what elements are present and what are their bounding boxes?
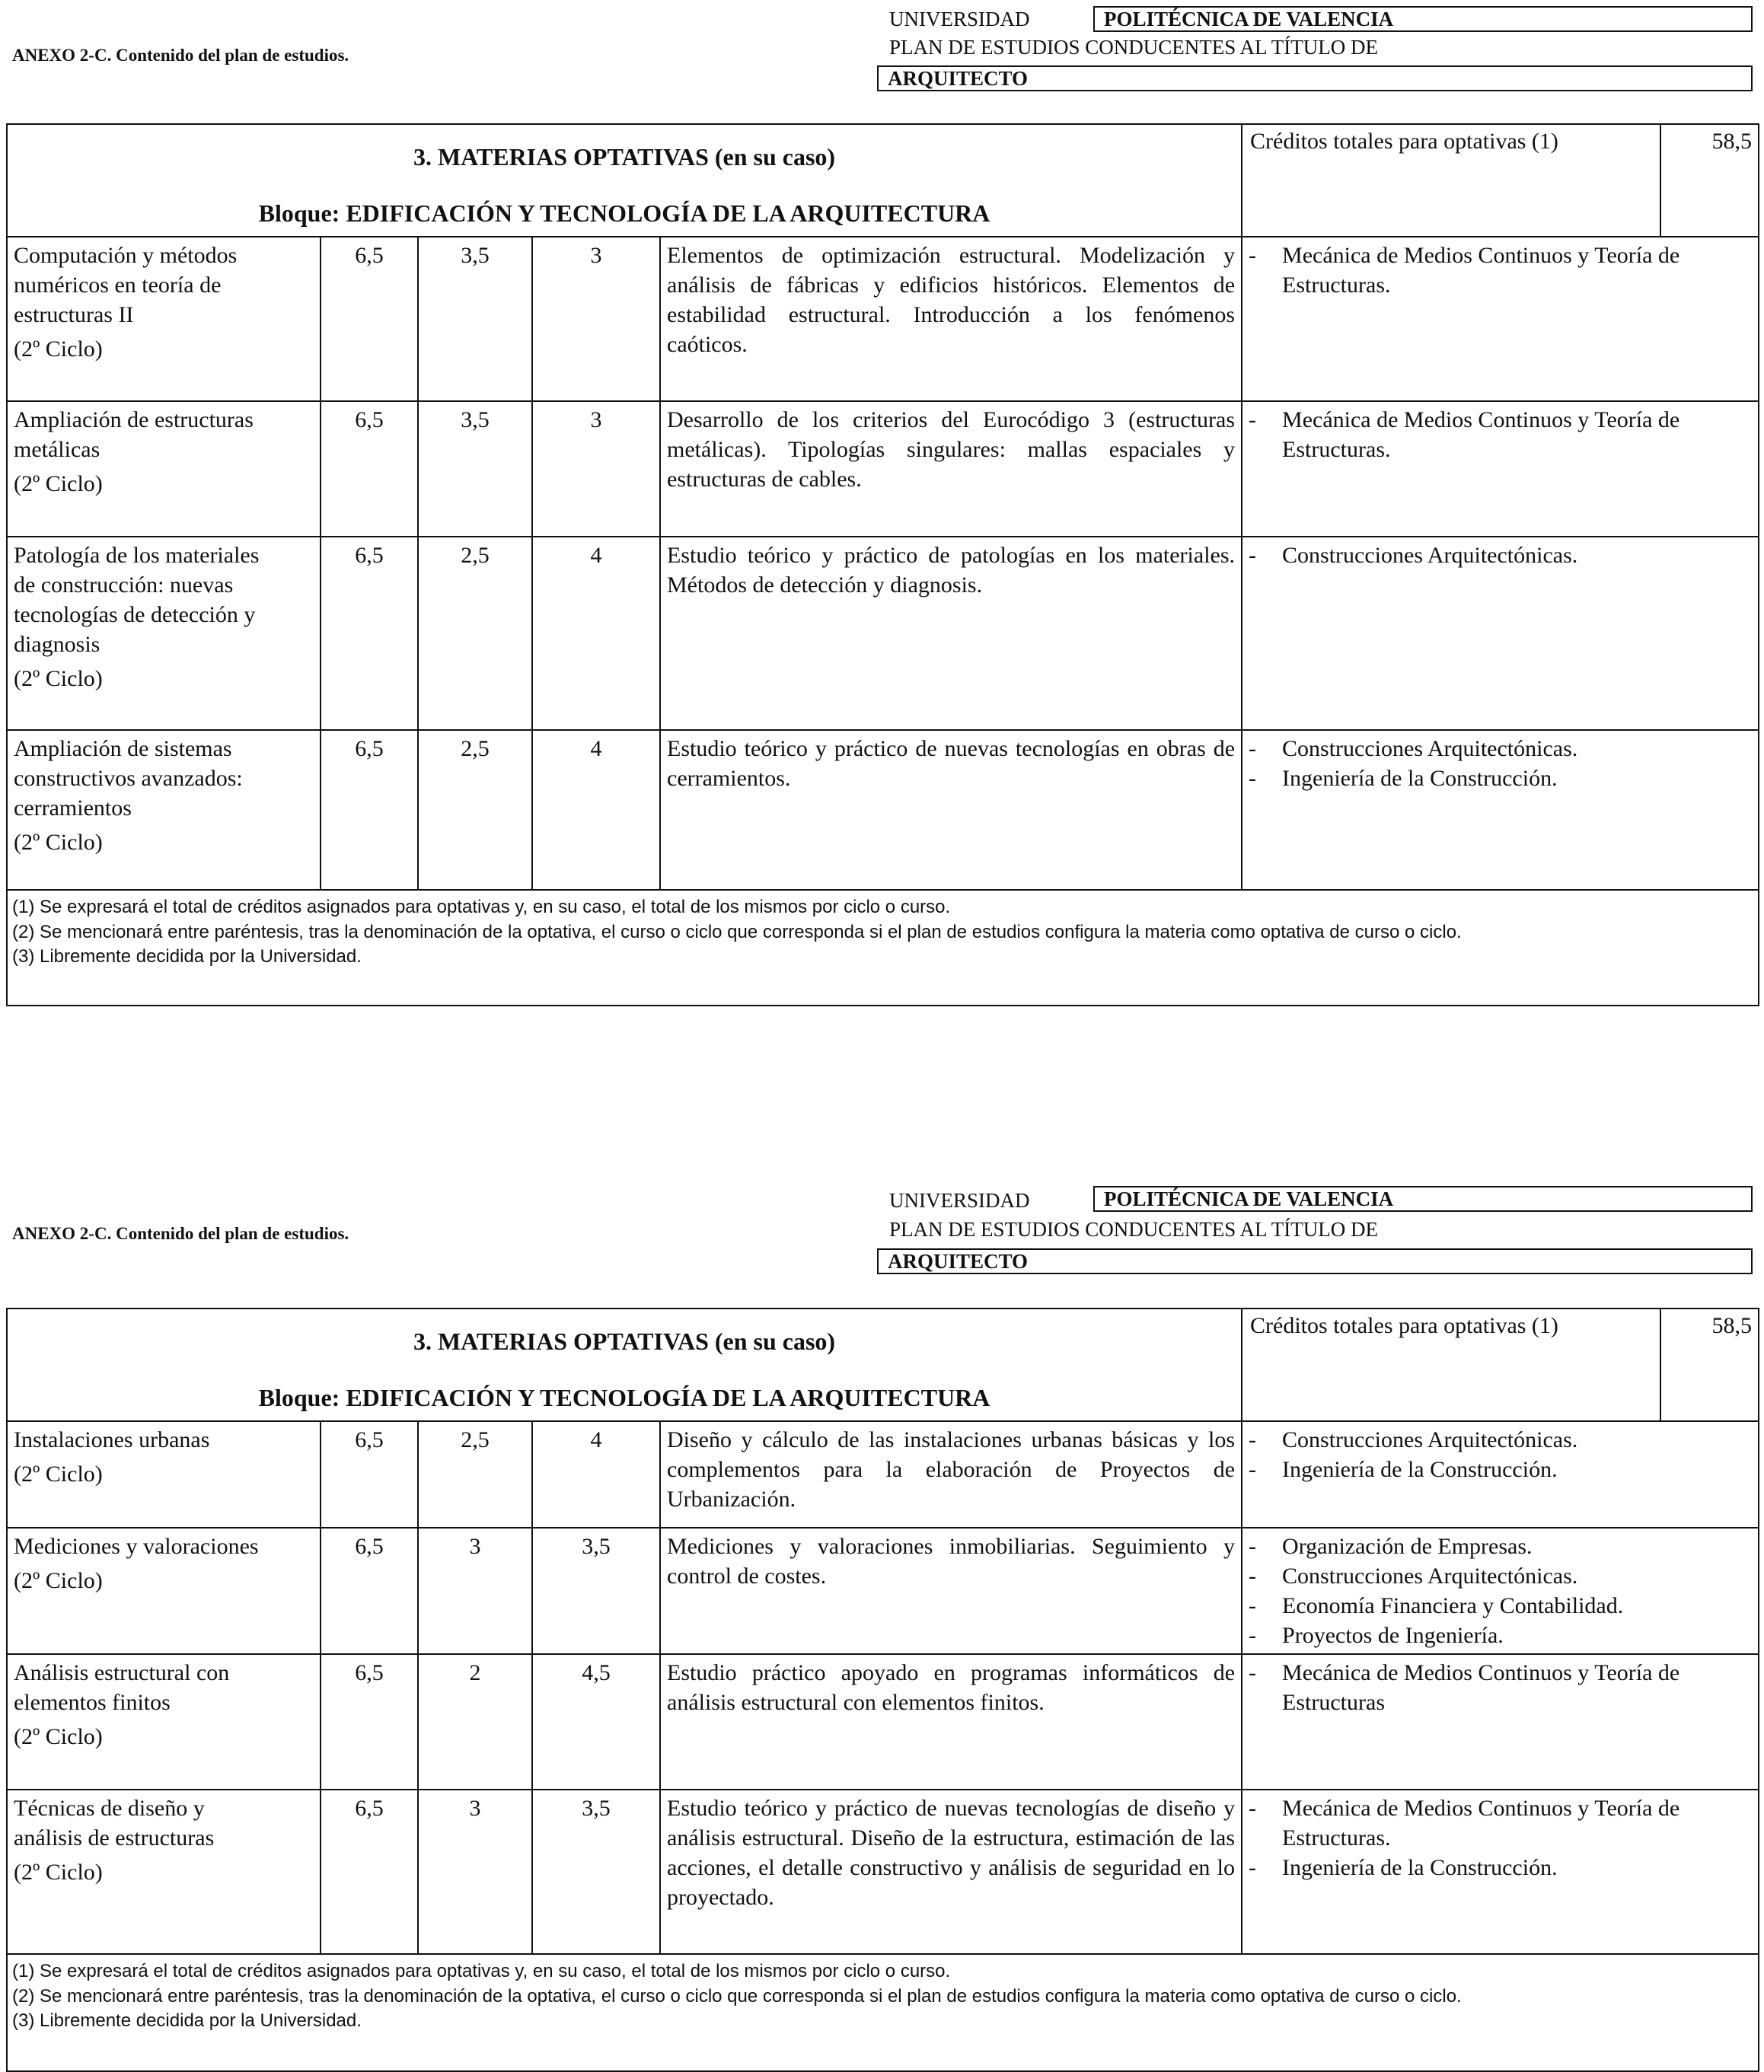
area-text: Construcciones Arquitectónicas.	[1282, 736, 1578, 761]
block-title: Bloque: EDIFICACIÓN Y TECNOLOGÍA DE LA ARQUITECTURA	[258, 199, 990, 227]
materias-table	[6, 1308, 1759, 2072]
area-text: Mecánica de Medios Continuos y Teoría de Estructuras.	[1282, 1796, 1680, 1850]
area-item	[1249, 1455, 1752, 1484]
area-text: Mecánica de Medios Continuos y Teoría de Estructuras.	[1282, 243, 1680, 298]
subject-name-line: de construcción: nuevas	[14, 572, 234, 598]
anexo-heading: ANEXO 2-C. Contenido del plan de estudios.	[12, 46, 349, 65]
table-header	[7, 1309, 1242, 1421]
area-text: Ingeniería de la Construcción.	[1282, 766, 1558, 791]
credits-label: Créditos totales para optativas (1)	[1242, 1309, 1660, 1421]
knowledge-areas	[1242, 1790, 1759, 1954]
block-title: Bloque: EDIFICACIÓN Y TECNOLOGÍA DE LA ARQUITECTURA	[258, 1383, 990, 1411]
area-item	[1249, 734, 1752, 763]
credits-practice: 3	[532, 237, 660, 401]
universidad-value: POLITÉCNICA DE VALENCIA	[1093, 6, 1753, 32]
plan-line: PLAN DE ESTUDIOS CONDUCENTES AL TÍTULO DE	[889, 36, 1378, 59]
section-title: 3. MATERIAS OPTATIVAS (en su caso)	[413, 1328, 836, 1355]
credits-theory: 2,5	[418, 1421, 532, 1528]
universidad-label: UNIVERSIDAD	[889, 8, 1030, 30]
knowledge-areas	[1242, 537, 1759, 730]
credits-theory: 3,5	[418, 237, 532, 401]
subject-name	[7, 537, 321, 730]
area-text: Organización de Empresas.	[1282, 1534, 1533, 1559]
credits-theory: 3	[418, 1528, 532, 1654]
area-dash: -	[1249, 1427, 1257, 1452]
area-item	[1249, 1425, 1752, 1455]
subject-name-line: (2º Ciclo)	[14, 830, 103, 855]
descriptor: Mediciones y valoraciones inmobiliarias. Seguimiento y control de costes.	[660, 1528, 1242, 1654]
table-row	[7, 1421, 1759, 1528]
credits-theory: 2	[418, 1654, 532, 1790]
universidad-value: POLITÉCNICA DE VALENCIA	[1093, 1186, 1753, 1212]
section-title: 3. MATERIAS OPTATIVAS (en su caso)	[413, 143, 836, 171]
area-dash: -	[1249, 736, 1257, 761]
area-text: Construcciones Arquitectónicas.	[1282, 543, 1578, 568]
area-dash: -	[1249, 1534, 1257, 1559]
subject-name-line: Patología de los materiales	[14, 543, 260, 568]
credits-practice: 3,5	[532, 1790, 660, 1954]
subject-name-line: numéricos en teoría de	[14, 273, 222, 298]
subject-name-line: (2º Ciclo)	[14, 471, 103, 496]
knowledge-areas	[1242, 730, 1759, 890]
table-header-row	[7, 1309, 1759, 1421]
knowledge-areas	[1242, 1421, 1759, 1528]
area-text: Construcciones Arquitectónicas.	[1282, 1564, 1578, 1589]
area-dash: -	[1249, 766, 1257, 791]
subject-name	[7, 1790, 321, 1954]
area-dash: -	[1249, 1623, 1257, 1648]
subject-name-line: Ampliación de sistemas	[14, 736, 232, 761]
subject-name-line: Mediciones y valoraciones	[14, 1534, 259, 1559]
area-dash: -	[1249, 1593, 1257, 1618]
area-dash: -	[1249, 1564, 1257, 1589]
subject-name-line: (2º Ciclo)	[14, 1724, 103, 1749]
area-text: Proyectos de Ingeniería.	[1282, 1623, 1504, 1648]
footnote: (3) Libremente decidida por la Universidad.	[12, 2010, 362, 2032]
area-item	[1249, 540, 1752, 570]
credits-total: 6,5	[321, 401, 418, 537]
subject-name-line: metálicas	[14, 437, 100, 462]
subject-name-line: constructivos avanzados:	[14, 766, 243, 791]
footnote: (2) Se mencionará entre paréntesis, tras la denominación de la optativa, el curso o ciclo que corresponda si el plan de estudios configura la materia como optativa de curso o ciclo.	[12, 1985, 1462, 2007]
subject-name-line: Computación y métodos	[14, 243, 238, 268]
subject-name	[7, 237, 321, 401]
footnotes-row	[7, 890, 1759, 1006]
subject-name-line: análisis de estructuras	[14, 1825, 215, 1850]
area-text: Ingeniería de la Construcción.	[1282, 1855, 1558, 1880]
area-item	[1249, 763, 1752, 793]
subject-name-line: Ampliación de estructuras	[14, 407, 254, 432]
descriptor: Estudio teórico y práctico de nuevas tecnologías en obras de cerramientos.	[660, 730, 1242, 890]
descriptor: Estudio teórico y práctico de nuevas tecnologías de diseño y análisis estructural. Diseño de la estructura, estimación de las acciones, el detalle constructivo y análisis de seguridad en lo proyectado.	[660, 1790, 1242, 1954]
credits-label: Créditos totales para optativas (1)	[1242, 124, 1660, 237]
area-item	[1249, 1561, 1752, 1591]
area-item	[1249, 1793, 1752, 1853]
subject-name-line: (2º Ciclo)	[14, 1860, 103, 1885]
area-item	[1249, 1658, 1752, 1717]
footnote: (2) Se mencionará entre paréntesis, tras la denominación de la optativa, el curso o ciclo que corresponda si el plan de estudios configura la materia como optativa de curso o ciclo.	[12, 921, 1462, 942]
subject-name-line: estructuras II	[14, 302, 134, 327]
credits-theory: 2,5	[418, 537, 532, 730]
credits-total: 6,5	[321, 237, 418, 401]
area-dash: -	[1249, 543, 1257, 568]
footnotes-row	[7, 1954, 1759, 2071]
footnote: (3) Libremente decidida por la Universidad.	[12, 946, 362, 967]
table-row	[7, 537, 1759, 730]
subject-name	[7, 401, 321, 537]
subject-name	[7, 1421, 321, 1528]
subject-name-line: diagnosis	[14, 632, 100, 657]
table-row	[7, 1654, 1759, 1790]
area-dash: -	[1249, 243, 1257, 268]
descriptor: Desarrollo de los criterios del Eurocódigo 3 (estructuras metálicas). Tipologías singulares: mallas espaciales y estructuras de cables.	[660, 401, 1242, 537]
area-text: Ingeniería de la Construcción.	[1282, 1457, 1558, 1482]
table-header-row	[7, 124, 1759, 237]
knowledge-areas	[1242, 237, 1759, 401]
area-item	[1249, 405, 1752, 464]
credits-total: 6,5	[321, 537, 418, 730]
credits-total: 6,5	[321, 1528, 418, 1654]
descriptor: Elementos de optimización estructural. Modelización y análisis de fábricas y edificios históricos. Elementos de estabilidad estructural. Introducción a los fenómenos caóticos.	[660, 237, 1242, 401]
subject-name-line: Instalaciones urbanas	[14, 1427, 210, 1452]
anexo-heading: ANEXO 2-C. Contenido del plan de estudios.	[12, 1224, 349, 1243]
footnote: (1) Se expresará el total de créditos asignados para optativas y, en su caso, el total de los mismos por ciclo o curso.	[12, 897, 951, 917]
area-item	[1249, 1532, 1752, 1561]
subject-name-line: (2º Ciclo)	[14, 1568, 103, 1593]
credits-value: 58,5	[1660, 1309, 1759, 1421]
area-item	[1249, 1621, 1752, 1650]
table-row	[7, 237, 1759, 401]
area-text: Mecánica de Medios Continuos y Teoría de Estructuras	[1282, 1660, 1680, 1715]
credits-practice: 4,5	[532, 1654, 660, 1790]
table-row	[7, 401, 1759, 537]
subject-name-line: Técnicas de diseño y	[14, 1796, 205, 1821]
area-dash: -	[1249, 1855, 1257, 1880]
credits-theory: 2,5	[418, 730, 532, 890]
footnotes	[7, 1954, 1759, 2071]
credits-total: 6,5	[321, 730, 418, 890]
area-dash: -	[1249, 1660, 1257, 1685]
descriptor: Estudio teórico y práctico de patologías en los materiales. Métodos de detección y diagnosis.	[660, 537, 1242, 730]
subject-name-line: elementos finitos	[14, 1690, 171, 1715]
footnotes	[7, 890, 1759, 1006]
titulo-value: ARQUITECTO	[877, 1248, 1753, 1274]
area-item	[1249, 1853, 1752, 1882]
area-text: Mecánica de Medios Continuos y Teoría de Estructuras.	[1282, 407, 1680, 462]
credits-practice: 3,5	[532, 1528, 660, 1654]
subject-name-line: (2º Ciclo)	[14, 1462, 103, 1487]
subject-name	[7, 730, 321, 890]
credits-practice: 3	[532, 401, 660, 537]
subject-name-line: Análisis estructural con	[14, 1660, 230, 1685]
area-item	[1249, 241, 1752, 300]
knowledge-areas	[1242, 1528, 1759, 1654]
materias-table	[6, 123, 1759, 1006]
credits-total: 6,5	[321, 1790, 418, 1954]
credits-total: 6,5	[321, 1421, 418, 1528]
plan-line: PLAN DE ESTUDIOS CONDUCENTES AL TÍTULO DE	[889, 1218, 1378, 1241]
credits-theory: 3,5	[418, 401, 532, 537]
table-row	[7, 1528, 1759, 1654]
credits-total: 6,5	[321, 1654, 418, 1790]
credits-value: 58,5	[1660, 124, 1759, 237]
area-text: Construcciones Arquitectónicas.	[1282, 1427, 1578, 1452]
area-text: Economía Financiera y Contabilidad.	[1282, 1593, 1624, 1618]
credits-practice: 4	[532, 1421, 660, 1528]
area-item	[1249, 1591, 1752, 1621]
area-dash: -	[1249, 1457, 1257, 1482]
knowledge-areas	[1242, 1654, 1759, 1790]
subject-name-line: cerramientos	[14, 795, 132, 821]
credits-theory: 3	[418, 1790, 532, 1954]
table-header	[7, 124, 1242, 237]
subject-name-line: (2º Ciclo)	[14, 336, 103, 362]
area-dash: -	[1249, 407, 1257, 432]
credits-practice: 4	[532, 730, 660, 890]
table-row	[7, 1790, 1759, 1954]
descriptor: Estudio práctico apoyado en programas informáticos de análisis estructural con elementos finitos.	[660, 1654, 1242, 1790]
knowledge-areas	[1242, 401, 1759, 537]
subject-name	[7, 1654, 321, 1790]
subject-name-line: tecnologías de detección y	[14, 602, 256, 627]
subject-name	[7, 1528, 321, 1654]
titulo-value: ARQUITECTO	[877, 65, 1753, 91]
descriptor: Diseño y cálculo de las instalaciones urbanas básicas y los complementos para la elaboración de Proyectos de Urbanización.	[660, 1421, 1242, 1528]
table-row	[7, 730, 1759, 890]
area-dash: -	[1249, 1796, 1257, 1821]
credits-practice: 4	[532, 537, 660, 730]
footnote: (1) Se expresará el total de créditos asignados para optativas y, en su caso, el total de los mismos por ciclo o curso.	[12, 1961, 951, 1981]
subject-name-line: (2º Ciclo)	[14, 666, 103, 691]
universidad-label: UNIVERSIDAD	[889, 1189, 1030, 1212]
